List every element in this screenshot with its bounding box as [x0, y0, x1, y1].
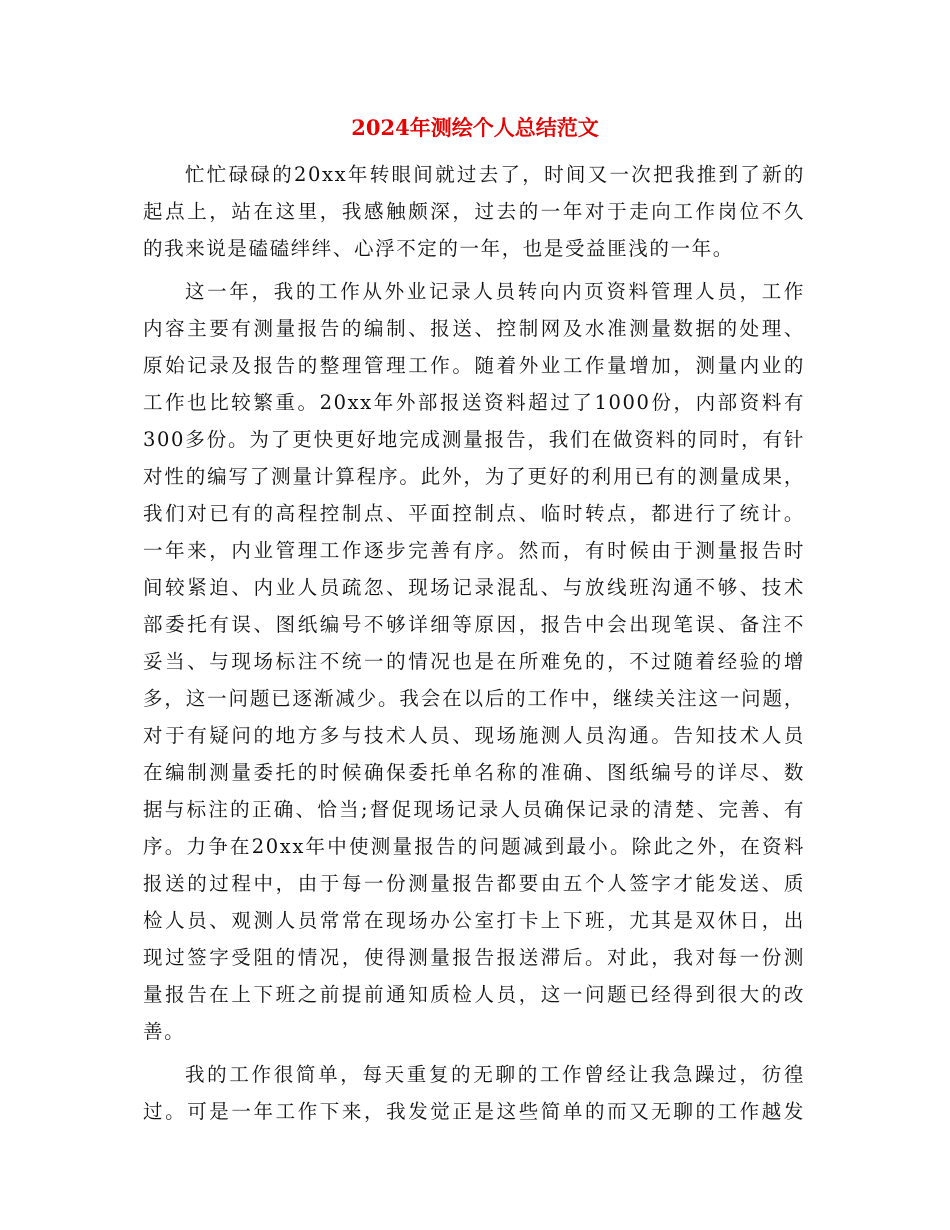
- text-line: 量报告在上下班之前提前通知质检人员，这一问题已经得到很大的改: [143, 983, 805, 1006]
- paragraph-1: [143, 156, 805, 267]
- text-line: 检人员、观测人员常常在现场办公室打卡上下班，尤其是双休日，出: [143, 909, 805, 932]
- text-line: 多，这一问题已逐渐减少。我会在以后的工作中，继续关注这一问题，: [143, 687, 805, 710]
- text-line: 妥当、与现场标注不统一的情况也是在所难免的，不过随着经验的增: [143, 650, 805, 673]
- text-line: 间较紧迫、内业人员疏忽、现场记录混乱、与放线班沟通不够、技术: [143, 576, 805, 599]
- text-line: 过。可是一年工作下来，我发觉正是这些简单的而又无聊的工作越发: [143, 1100, 805, 1123]
- text-line: 部委托有误、图纸编号不够详细等原因，报告中会出现笔误、备注不: [143, 613, 805, 636]
- text-line: 内容主要有测量报告的编制、报送、控制网及水准测量数据的处理、: [143, 317, 805, 340]
- text-line: 起点上，站在这里，我感触颇深，过去的一年对于走向工作岗位不久: [143, 200, 805, 223]
- text-line: 据与标注的正确、恰当;督促现场记录人员确保记录的清楚、完善、有: [143, 798, 805, 821]
- text-line: 对性的编写了测量计算程序。此外，为了更好的利用已有的测量成果，: [143, 465, 805, 488]
- text-line: 一年来，内业管理工作逐步完善有序。然而，有时候由于测量报告时: [143, 539, 805, 562]
- text-line: 现过签字受阻的情况，使得测量报告报送滞后。对此，我对每一份测: [143, 946, 805, 969]
- text-line: 原始记录及报告的整理管理工作。随着外业工作量增加，测量内业的: [143, 354, 805, 377]
- text-line: 序。力争在20xx年中使测量报告的问题减到最小。除此之外，在资料: [143, 835, 805, 858]
- text-line: 我的工作很简单，每天重复的无聊的工作曾经让我急躁过，彷徨: [185, 1063, 805, 1086]
- text-line: 我们对已有的高程控制点、平面控制点、临时转点，都进行了统计。: [143, 502, 805, 525]
- paragraph-3: [143, 1056, 805, 1130]
- text-line: 工作也比较繁重。20xx年外部报送资料超过了1000份，内部资料有: [143, 391, 805, 414]
- text-line: 的我来说是磕磕绊绊、心浮不定的一年，也是受益匪浅的一年。: [143, 237, 734, 260]
- text-line: 这一年，我的工作从外业记录人员转向内页资料管理人员，工作: [185, 280, 805, 303]
- document-body: [143, 156, 805, 1130]
- text-line: 忙忙碌碌的20xx年转眼间就过去了，时间又一次把我推到了新的: [185, 163, 805, 186]
- paragraph-2: [143, 273, 805, 1050]
- text-line: 善。: [143, 1020, 186, 1043]
- text-line: 300多份。为了更快更好地完成测量报告，我们在做资料的同时，有针: [143, 428, 805, 451]
- text-line: 对于有疑问的地方多与技术人员、现场施测人员沟通。告知技术人员: [143, 724, 805, 747]
- text-line: 报送的过程中，由于每一份测量报告都要由五个人签字才能发送、质: [143, 872, 805, 895]
- text-line: 在编制测量委托的时候确保委托单名称的准确、图纸编号的详尽、数: [143, 761, 805, 784]
- document-title: 2024年测绘个人总结范文: [351, 115, 599, 140]
